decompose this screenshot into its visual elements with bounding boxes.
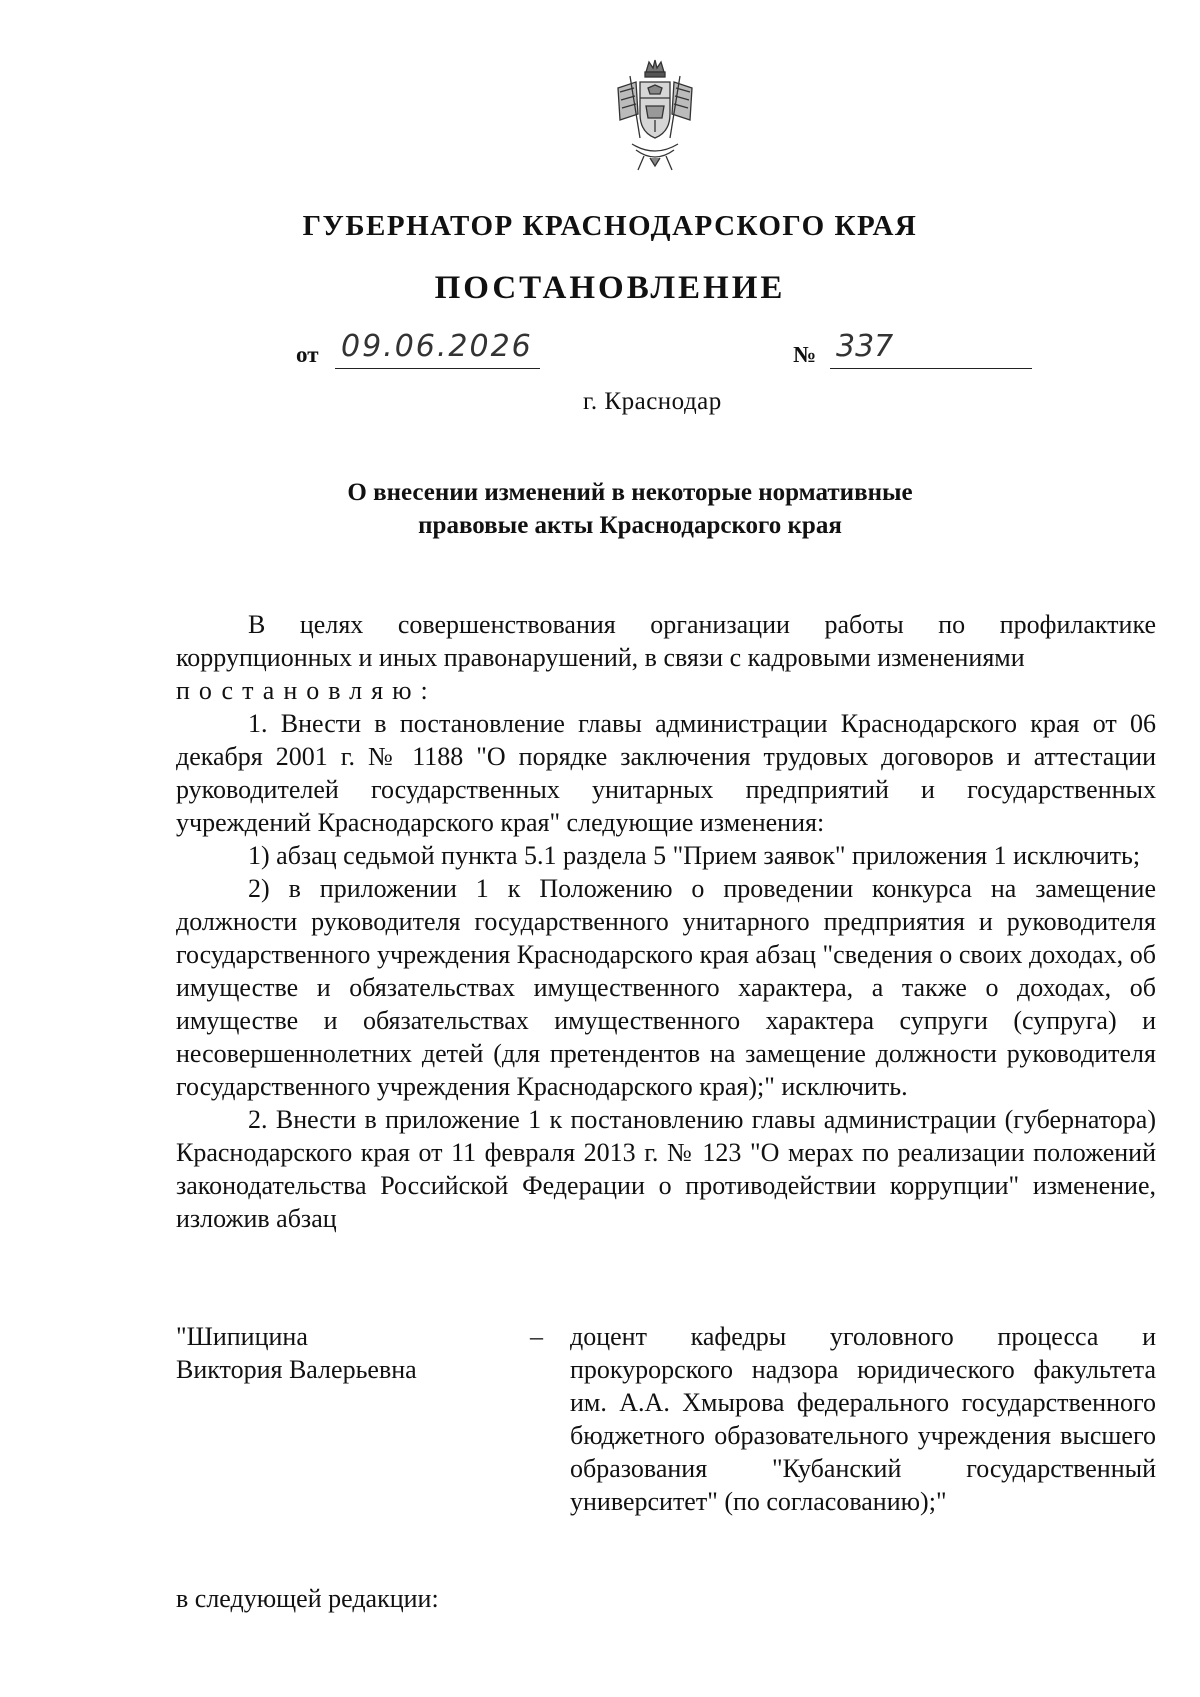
coat-of-arms-icon xyxy=(606,58,704,173)
closing-text: в следующей редакции: xyxy=(176,1584,439,1613)
person-description: доцент кафедры уголовного процесса и прокурорского надзора юридического факультета им. А.А. Хмырова федерального государственного бюджетного образовательного учреждения высшего образования "Кубанский государственный университет" (по согласованию);" xyxy=(570,1322,1156,1516)
date-value: 09.06.2026 xyxy=(335,326,540,369)
item-1: 1. Внести в постановление главы администрации Краснодарского края от 06 декабря 2001 г. № 1188 "О порядке заключения трудовых договоров и аттестации руководителей государственных унитарных предприятий и государственных учреждений Краснодарского края" следующие изменения: xyxy=(176,709,1156,837)
date-label: от xyxy=(296,342,319,367)
document-body xyxy=(176,608,1156,1235)
item-2: 2. Внести в приложение 1 к постановлению главы администрации (губернатора) Краснодарского края от 11 февраля 2013 г. № 123 "О мерах по реализации положений законодательства Российской Федерации о противодействии коррупции" изменение, изложив абзац xyxy=(176,1105,1156,1233)
title-line-1: О внесении изменений в некоторые нормативные xyxy=(347,479,913,506)
city: г. Краснодар xyxy=(583,388,722,415)
intro-paragraph xyxy=(176,608,1156,707)
document-title xyxy=(300,476,960,542)
item-1-subitem-1: 1) абзац седьмой пункта 5.1 раздела 5 "Прием заявок" приложения 1 исключить; xyxy=(248,841,1141,870)
document-type: ПОСТАНОВЛЕНИЕ xyxy=(434,270,786,306)
title-line-2: правовые акты Краснодарского края xyxy=(418,512,842,539)
person-dash: – xyxy=(530,1322,543,1351)
person-entry xyxy=(176,1320,1156,1560)
number-value: 337 xyxy=(830,326,1032,369)
person-surname: "Шипицина xyxy=(176,1322,308,1351)
item-1-subitem-2: 2) в приложении 1 к Положению о проведении конкурса на замещение должности руководителя государственного унитарного предприятия и руководителя государственного учреждения Краснодарского края абзац "сведения о своих доходах, об имуществе и обязательствах имущественного характера, а также о доходах, об имуществе и обязательствах имущественного характера супруги (супруга) и несовершеннолетних детей (для претендентов на замещение должности руководителя государственного учреждения Краснодарского края);" исключить. xyxy=(176,874,1156,1101)
intro-text: В целях совершенствования организации работы по профилактике коррупционных и иных правонарушений, в связи с кадровыми изменениями xyxy=(176,610,1156,672)
number-label: № xyxy=(793,342,817,367)
resolve-word: постановляю: xyxy=(176,676,437,705)
person-given-names: Виктория Валерьевна xyxy=(176,1355,417,1384)
person-name xyxy=(176,1320,496,1386)
issuing-authority: ГУБЕРНАТОР КРАСНОДАРСКОГО КРАЯ xyxy=(302,210,918,242)
